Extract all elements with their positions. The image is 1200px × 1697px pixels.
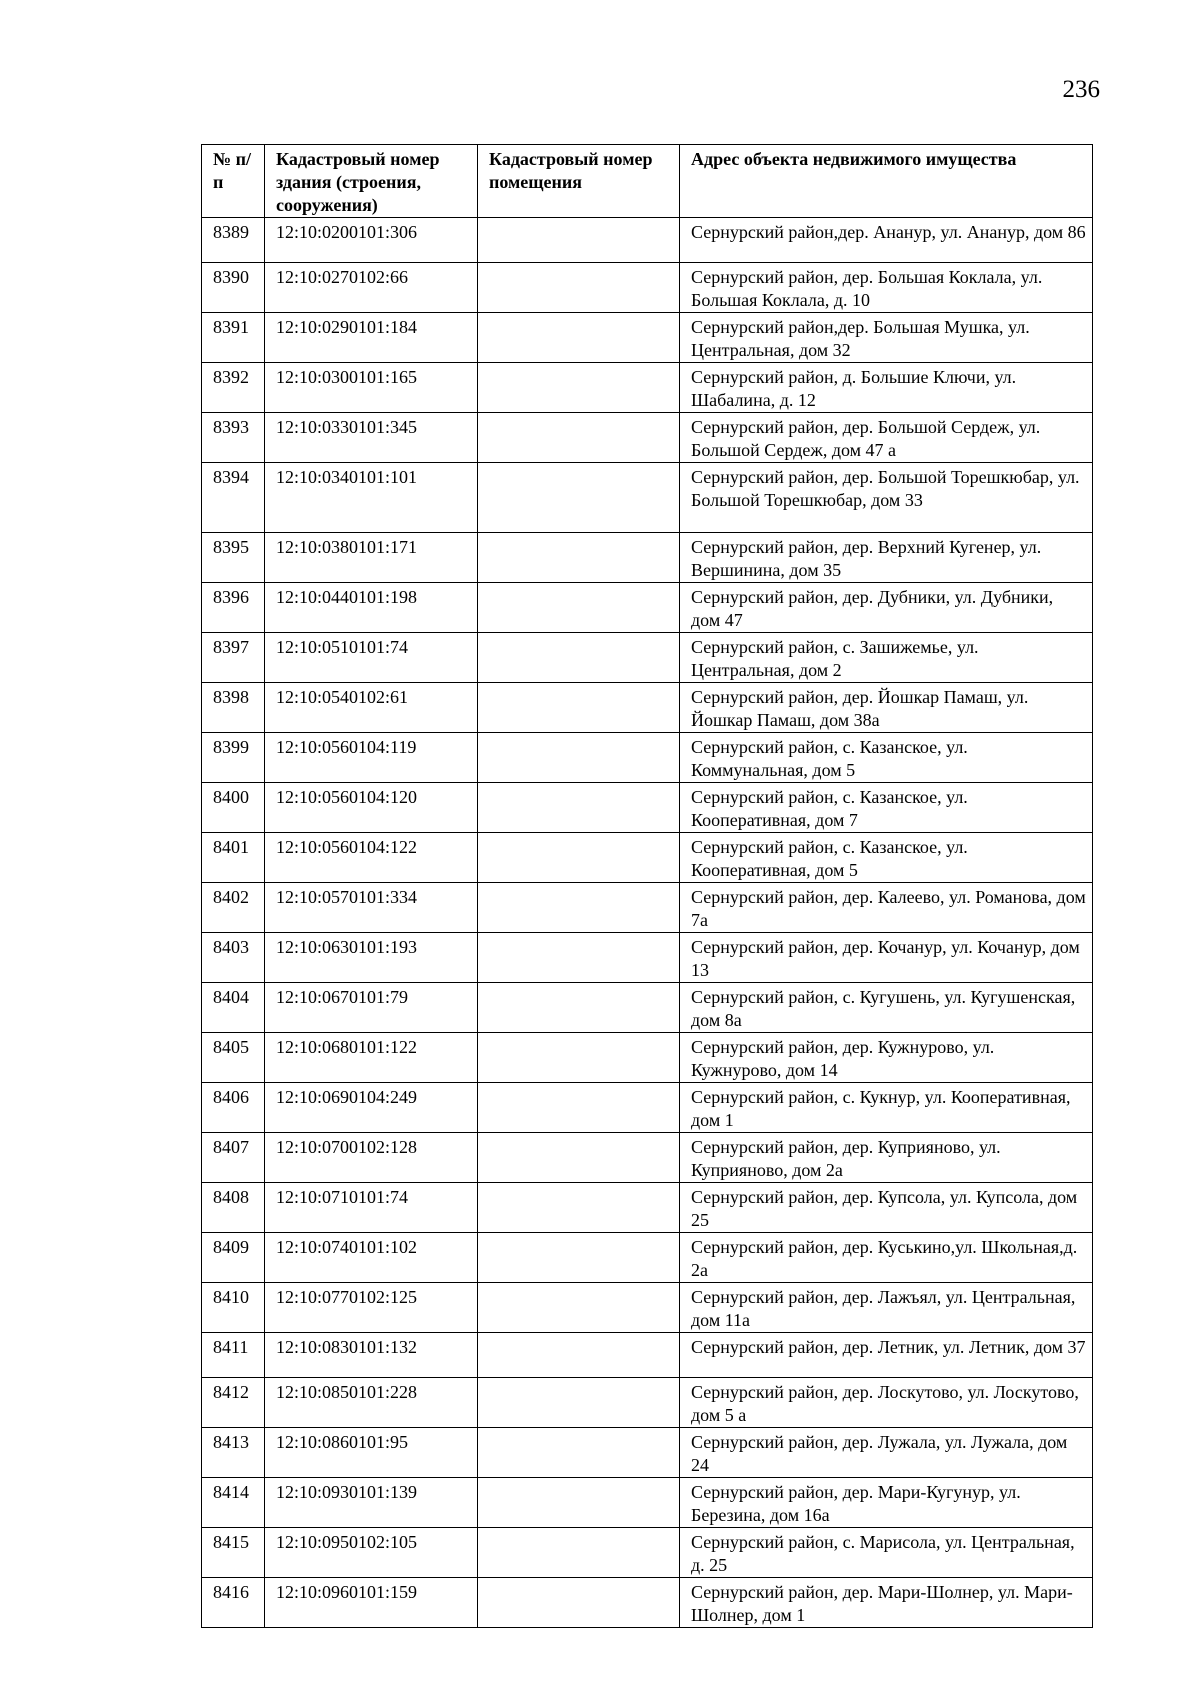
- row-number-cell: 8414: [202, 1478, 265, 1528]
- building-cadastral-cell: 12:10:0560104:122: [265, 833, 478, 883]
- table-row: [202, 1183, 1093, 1233]
- building-cadastral-cell: 12:10:0860101:95: [265, 1428, 478, 1478]
- row-number-cell: 8410: [202, 1283, 265, 1333]
- table-body: [202, 218, 1093, 1628]
- row-number-cell: 8409: [202, 1233, 265, 1283]
- room-cadastral-cell: [478, 1428, 680, 1478]
- building-cadastral-cell: 12:10:0290101:184: [265, 313, 478, 363]
- table-row: [202, 1333, 1093, 1378]
- building-cadastral-cell: 12:10:0770102:125: [265, 1283, 478, 1333]
- address-cell: Сернурский район, с. Казанское, ул. Кооперативная, дом 7: [680, 783, 1093, 833]
- table-row: [202, 883, 1093, 933]
- room-cadastral-cell: [478, 363, 680, 413]
- building-cadastral-cell: 12:10:0690104:249: [265, 1083, 478, 1133]
- row-number-cell: 8413: [202, 1428, 265, 1478]
- table-row: [202, 983, 1093, 1033]
- address-cell: Сернурский район, дер. Кочанур, ул. Кочанур, дом 13: [680, 933, 1093, 983]
- table-row: [202, 1528, 1093, 1578]
- table-row: [202, 783, 1093, 833]
- room-cadastral-cell: [478, 983, 680, 1033]
- address-cell: Сернурский район, с. Казанское, ул. Коммунальная, дом 5: [680, 733, 1093, 783]
- building-cadastral-cell: 12:10:0440101:198: [265, 583, 478, 633]
- address-cell: Сернурский район, дер. Калеево, ул. Романова, дом 7а: [680, 883, 1093, 933]
- building-cadastral-cell: 12:10:0540102:61: [265, 683, 478, 733]
- building-cadastral-cell: 12:10:0740101:102: [265, 1233, 478, 1283]
- header-building-cadastral: Кадастровый номер здания (строения, сооружения): [265, 145, 478, 218]
- room-cadastral-cell: [478, 1478, 680, 1528]
- address-cell: Сернурский район, дер. Куськино,ул. Школьная,д. 2а: [680, 1233, 1093, 1283]
- table-row: [202, 313, 1093, 363]
- header-address: Адрес объекта недвижимого имущества: [680, 145, 1093, 218]
- address-cell: Сернурский район, дер. Большой Торешкюбар, ул. Большой Торешкюбар, дом 33: [680, 463, 1093, 533]
- room-cadastral-cell: [478, 463, 680, 533]
- address-cell: Сернурский район, дер. Кужнурово, ул. Кужнурово, дом 14: [680, 1033, 1093, 1083]
- room-cadastral-cell: [478, 313, 680, 363]
- row-number-cell: 8400: [202, 783, 265, 833]
- room-cadastral-cell: [478, 218, 680, 263]
- row-number-cell: 8399: [202, 733, 265, 783]
- room-cadastral-cell: [478, 1378, 680, 1428]
- table-row: [202, 833, 1093, 883]
- room-cadastral-cell: [478, 683, 680, 733]
- address-cell: Сернурский район, дер. Летник, ул. Летник, дом 37: [680, 1333, 1093, 1378]
- building-cadastral-cell: 12:10:0340101:101: [265, 463, 478, 533]
- address-cell: Сернурский район, с. Марисола, ул. Центральная, д. 25: [680, 1528, 1093, 1578]
- row-number-cell: 8412: [202, 1378, 265, 1428]
- room-cadastral-cell: [478, 1183, 680, 1233]
- address-cell: Сернурский район, дер. Лужала, ул. Лужала, дом 24: [680, 1428, 1093, 1478]
- room-cadastral-cell: [478, 413, 680, 463]
- table-row: [202, 1283, 1093, 1333]
- building-cadastral-cell: 12:10:0960101:159: [265, 1578, 478, 1628]
- row-number-cell: 8396: [202, 583, 265, 633]
- address-cell: Сернурский район, дер. Большой Сердеж, ул. Большой Сердеж, дом 47 а: [680, 413, 1093, 463]
- room-cadastral-cell: [478, 733, 680, 783]
- table-row: [202, 1478, 1093, 1528]
- table-row: [202, 1083, 1093, 1133]
- row-number-cell: 8395: [202, 533, 265, 583]
- table-row: [202, 683, 1093, 733]
- address-cell: Сернурский район,дер. Ананур, ул. Ананур, дом 86: [680, 218, 1093, 263]
- table-row: [202, 413, 1093, 463]
- address-cell: Сернурский район, д. Большие Ключи, ул. Шабалина, д. 12: [680, 363, 1093, 413]
- row-number-cell: 8415: [202, 1528, 265, 1578]
- address-cell: Сернурский район, с. Кугушень, ул. Кугушенская, дом 8а: [680, 983, 1093, 1033]
- building-cadastral-cell: 12:10:0200101:306: [265, 218, 478, 263]
- room-cadastral-cell: [478, 533, 680, 583]
- row-number-cell: 8398: [202, 683, 265, 733]
- address-cell: Сернурский район, дер. Йошкар Памаш, ул. Йошкар Памаш, дом 38а: [680, 683, 1093, 733]
- address-cell: Сернурский район, дер. Верхний Кугенер, ул. Вершинина, дом 35: [680, 533, 1093, 583]
- row-number-cell: 8405: [202, 1033, 265, 1083]
- table-row: [202, 1033, 1093, 1083]
- room-cadastral-cell: [478, 1033, 680, 1083]
- row-number-cell: 8393: [202, 413, 265, 463]
- row-number-cell: 8416: [202, 1578, 265, 1628]
- row-number-cell: 8401: [202, 833, 265, 883]
- header-room-cadastral: Кадастровый номер помещения: [478, 145, 680, 218]
- table-row: [202, 263, 1093, 313]
- room-cadastral-cell: [478, 1283, 680, 1333]
- building-cadastral-cell: 12:10:0850101:228: [265, 1378, 478, 1428]
- building-cadastral-cell: 12:10:0700102:128: [265, 1133, 478, 1183]
- table-row: [202, 733, 1093, 783]
- table-row: [202, 1578, 1093, 1628]
- address-cell: Сернурский район, дер. Куприяново, ул. Куприяново, дом 2а: [680, 1133, 1093, 1183]
- address-cell: Сернурский район,дер. Большая Мушка, ул. Центральная, дом 32: [680, 313, 1093, 363]
- room-cadastral-cell: [478, 583, 680, 633]
- row-number-cell: 8408: [202, 1183, 265, 1233]
- header-row-number: № п/п: [202, 145, 265, 218]
- building-cadastral-cell: 12:10:0510101:74: [265, 633, 478, 683]
- building-cadastral-cell: 12:10:0560104:119: [265, 733, 478, 783]
- table-row: [202, 583, 1093, 633]
- table-row: [202, 463, 1093, 533]
- building-cadastral-cell: 12:10:0300101:165: [265, 363, 478, 413]
- building-cadastral-cell: 12:10:0930101:139: [265, 1478, 478, 1528]
- table-row: [202, 1133, 1093, 1183]
- address-cell: Сернурский район, дер. Мари-Шолнер, ул. Мари-Шолнер, дом 1: [680, 1578, 1093, 1628]
- room-cadastral-cell: [478, 1333, 680, 1378]
- address-cell: Сернурский район, дер. Мари-Кугунур, ул. Березина, дом 16а: [680, 1478, 1093, 1528]
- address-cell: Сернурский район, дер. Дубники, ул. Дубники, дом 47: [680, 583, 1093, 633]
- room-cadastral-cell: [478, 1528, 680, 1578]
- building-cadastral-cell: 12:10:0330101:345: [265, 413, 478, 463]
- row-number-cell: 8390: [202, 263, 265, 313]
- address-cell: Сернурский район, дер. Лажъял, ул. Центральная, дом 11а: [680, 1283, 1093, 1333]
- table-row: [202, 1378, 1093, 1428]
- room-cadastral-cell: [478, 263, 680, 313]
- building-cadastral-cell: 12:10:0570101:334: [265, 883, 478, 933]
- room-cadastral-cell: [478, 883, 680, 933]
- room-cadastral-cell: [478, 633, 680, 683]
- row-number-cell: 8403: [202, 933, 265, 983]
- row-number-cell: 8411: [202, 1333, 265, 1378]
- building-cadastral-cell: 12:10:0380101:171: [265, 533, 478, 583]
- address-cell: Сернурский район, дер. Купсола, ул. Купсола, дом 25: [680, 1183, 1093, 1233]
- table-row: [202, 218, 1093, 263]
- room-cadastral-cell: [478, 1083, 680, 1133]
- row-number-cell: 8407: [202, 1133, 265, 1183]
- address-cell: Сернурский район, с. Кукнур, ул. Кооперативная, дом 1: [680, 1083, 1093, 1133]
- table-row: [202, 1428, 1093, 1478]
- row-number-cell: 8389: [202, 218, 265, 263]
- table-row: [202, 533, 1093, 583]
- building-cadastral-cell: 12:10:0630101:193: [265, 933, 478, 983]
- table-row: [202, 633, 1093, 683]
- building-cadastral-cell: 12:10:0680101:122: [265, 1033, 478, 1083]
- row-number-cell: 8397: [202, 633, 265, 683]
- room-cadastral-cell: [478, 783, 680, 833]
- row-number-cell: 8406: [202, 1083, 265, 1133]
- table-header-row: [202, 145, 1093, 218]
- table-row: [202, 1233, 1093, 1283]
- building-cadastral-cell: 12:10:0710101:74: [265, 1183, 478, 1233]
- address-cell: Сернурский район, дер. Лоскутово, ул. Лоскутово, дом 5 а: [680, 1378, 1093, 1428]
- room-cadastral-cell: [478, 933, 680, 983]
- building-cadastral-cell: 12:10:0830101:132: [265, 1333, 478, 1378]
- building-cadastral-cell: 12:10:0270102:66: [265, 263, 478, 313]
- building-cadastral-cell: 12:10:0670101:79: [265, 983, 478, 1033]
- building-cadastral-cell: 12:10:0950102:105: [265, 1528, 478, 1578]
- row-number-cell: 8392: [202, 363, 265, 413]
- table-row: [202, 363, 1093, 413]
- building-cadastral-cell: 12:10:0560104:120: [265, 783, 478, 833]
- table-row: [202, 933, 1093, 983]
- row-number-cell: 8404: [202, 983, 265, 1033]
- property-registry-table: [201, 144, 1093, 1628]
- address-cell: Сернурский район, с. Зашижемье, ул. Центральная, дом 2: [680, 633, 1093, 683]
- room-cadastral-cell: [478, 1578, 680, 1628]
- address-cell: Сернурский район, дер. Большая Коклала, ул. Большая Коклала, д. 10: [680, 263, 1093, 313]
- page-number: 236: [1062, 76, 1100, 103]
- room-cadastral-cell: [478, 1133, 680, 1183]
- address-cell: Сернурский район, с. Казанское, ул. Кооперативная, дом 5: [680, 833, 1093, 883]
- room-cadastral-cell: [478, 1233, 680, 1283]
- row-number-cell: 8391: [202, 313, 265, 363]
- row-number-cell: 8402: [202, 883, 265, 933]
- room-cadastral-cell: [478, 833, 680, 883]
- row-number-cell: 8394: [202, 463, 265, 533]
